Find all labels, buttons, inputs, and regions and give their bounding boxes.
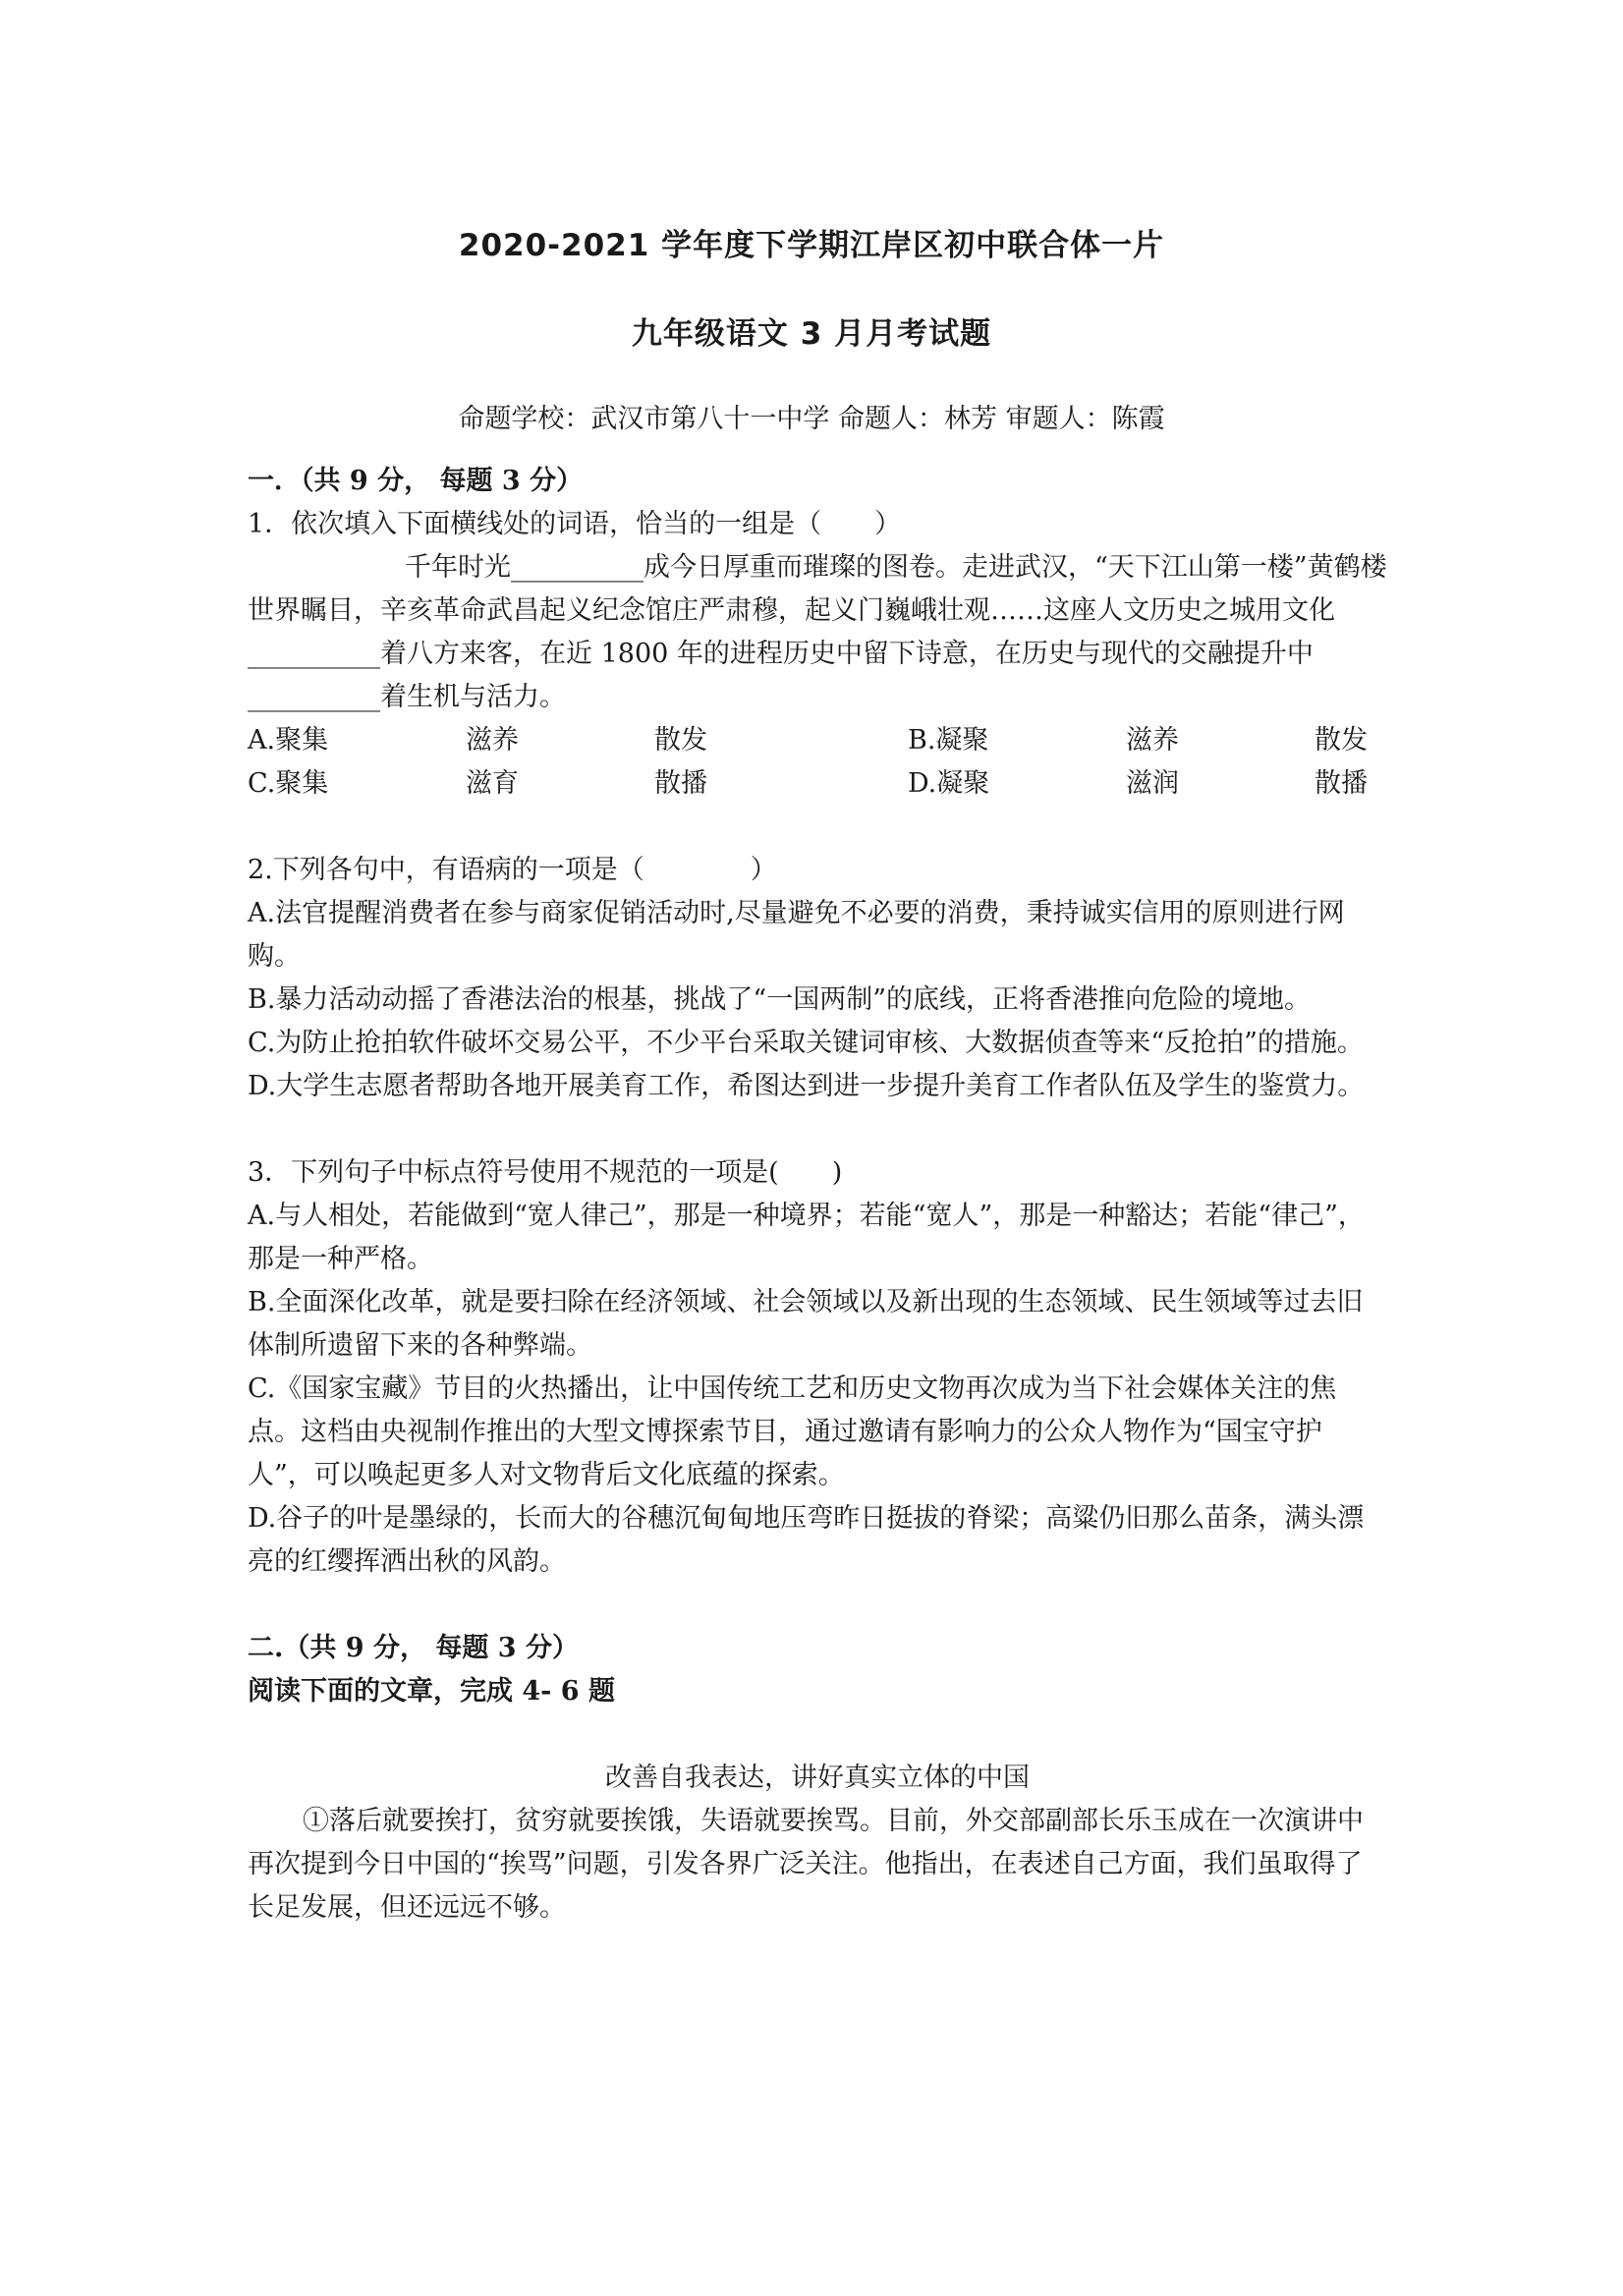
q1-options-row1 (248, 719, 1387, 762)
q1-options-row2 (248, 762, 1387, 806)
q2-option-c: C.为防止抢拍软件破坏交易公平，不少平台采取关键词审核、大数据侦查等来“反抢拍”的措施。 (248, 1028, 1364, 1058)
exam-title-line2: 九年级语文 3 月月考试题 (631, 316, 992, 352)
q2-option-d: D.大学生志愿者帮助各地开展美育工作，希图达到进一步提升美育工作者队伍及学生的鉴赏力。 (248, 1071, 1365, 1101)
q3-option-b: B.全面深化改革，就是要扫除在经济领域、社会领域以及新出现的生态领域、民生领域等过去旧体制所遗留下来的各种弊端。 (248, 1287, 1364, 1361)
q1-option-d-word3: 散播 (1315, 768, 1368, 799)
article-paragraph-1: ①落后就要挨打，贫穷就要挨饿，失语就要挨骂。目前，外交部副部长乐玉成在一次演讲中再次提到今日中国的“挨骂”问题，引发各界广泛关注。他指出，在表述自己方面，我们虽取得了长足发展，但还远远不够。 (248, 1806, 1364, 1923)
spacer (248, 1108, 1387, 1151)
spacer (248, 1584, 1387, 1627)
article-title: 改善自我表达，讲好真实立体的中国 (605, 1763, 1030, 1793)
q1-option-b-word2: 滋养 (1126, 725, 1179, 756)
section2-instruction: 阅读下面的文章，完成 4- 6 题 (248, 1676, 615, 1707)
q1-option-d: D.凝聚 (908, 768, 990, 799)
q1-passage: 千年时光__________成今日厚重而璀璨的图卷。走进武汉，“天下江山第一楼”黄鹤楼世界瞩目，辛亥革命武昌起义纪念馆庄严肃穆，起义门巍峨壮观……这座人文历史之城用文化__________着八方来客，在近 1800 年的进程历史中留下诗意，在历史与现代的交融提升中__________着生机与活力。 (248, 552, 1387, 712)
q1-option-a: A.聚集 (248, 725, 329, 756)
spacer (248, 1713, 1387, 1757)
q3-stem: 3．下列句子中标点符号使用不规范的一项是( ) (248, 1157, 843, 1188)
q1-option-d-word2: 滋润 (1126, 768, 1179, 799)
q1-option-a-word2: 滋养 (466, 725, 519, 756)
exam-title-line1: 2020-2021 学年度下学期江岸区初中联合体一片 (458, 228, 1165, 263)
exam-body (248, 460, 1387, 1930)
q2-option-b: B.暴力活动动摇了香港法治的根基，挑战了“一国两制”的底线，正将香港推向危险的境地。 (248, 984, 1312, 1015)
spacer (248, 806, 1387, 849)
q1-option-b: B.凝聚 (908, 725, 989, 756)
section1-heading: 一．（共 9 分， 每题 3 分） (248, 466, 584, 496)
q1-option-c-word3: 散播 (654, 768, 707, 799)
q2-option-a: A.法官提醒消费者在参与商家促销活动时,尽量避免不必要的消费，秉持诚实信用的原则进行网购。 (248, 898, 1345, 972)
q1-stem: 1．依次填入下面横线处的词语，恰当的一组是（ ） (248, 509, 902, 539)
q1-option-b-word3: 散发 (1315, 725, 1368, 756)
q1-option-c-word2: 滋育 (466, 768, 519, 799)
q3-option-c: C.《国家宝藏》节目的火热播出，让中国传统工艺和历史文物再次成为当下社会媒体关注的焦点。这档由央视制作推出的大型文博探索节目，通过邀请有影响力的公众人物作为“国宝守护人”，可以唤起更多人对文物背后文化底蕴的探索。 (248, 1373, 1337, 1490)
exam-meta: 命题学校：武汉市第八十一中学 命题人：林芳 审题人：陈霞 (458, 404, 1165, 434)
section2-heading: 二.（共 9 分， 每题 3 分） (248, 1633, 579, 1663)
q1-option-c: C.聚集 (248, 768, 329, 799)
q3-option-a: A.与人相处，若能做到“宽人律己”，那是一种境界；若能“宽人”，那是一种豁达；若能“律己”，那是一种严格。 (248, 1201, 1365, 1274)
q3-option-d: D.谷子的叶是墨绿的，长而大的谷穗沉甸甸地压弯昨日挺拔的脊梁；高粱仍旧那么苗条，满头漂亮的红缨挥洒出秋的风韵。 (248, 1503, 1365, 1577)
q2-stem: 2.下列各句中，有语病的一项是（ ） (248, 855, 777, 885)
q1-option-a-word3: 散发 (654, 725, 707, 756)
